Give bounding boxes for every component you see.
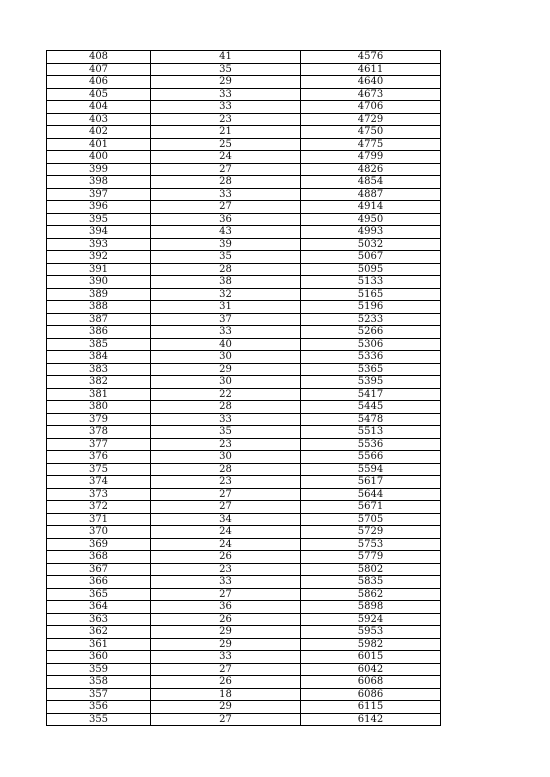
score-cell: 393 <box>47 238 151 251</box>
table-row <box>47 201 441 214</box>
table-row <box>47 501 441 514</box>
score-cell: 377 <box>47 438 151 451</box>
score-cell: 384 <box>47 351 151 364</box>
cumulative-cell: 5095 <box>301 263 441 276</box>
table-row <box>47 638 441 651</box>
count-cell: 27 <box>151 201 301 214</box>
score-cell: 406 <box>47 76 151 89</box>
table-row <box>47 263 441 276</box>
cumulative-cell: 6115 <box>301 701 441 714</box>
score-cell: 386 <box>47 326 151 339</box>
cumulative-cell: 4887 <box>301 188 441 201</box>
score-cell: 389 <box>47 288 151 301</box>
cumulative-cell: 5266 <box>301 326 441 339</box>
cumulative-cell: 5953 <box>301 626 441 639</box>
cumulative-cell: 4993 <box>301 226 441 239</box>
cumulative-cell: 5445 <box>301 401 441 414</box>
cumulative-cell: 5133 <box>301 276 441 289</box>
count-cell: 24 <box>151 538 301 551</box>
table-row <box>47 576 441 589</box>
table-row <box>47 101 441 114</box>
cumulative-cell: 4750 <box>301 126 441 139</box>
score-cell: 404 <box>47 101 151 114</box>
table-row <box>47 713 441 726</box>
score-cell: 397 <box>47 188 151 201</box>
table-row <box>47 288 441 301</box>
score-cell: 401 <box>47 138 151 151</box>
score-cell: 390 <box>47 276 151 289</box>
score-cell: 366 <box>47 576 151 589</box>
cumulative-cell: 5566 <box>301 451 441 464</box>
cumulative-cell: 5753 <box>301 538 441 551</box>
table-row <box>47 313 441 326</box>
table-row <box>47 701 441 714</box>
cumulative-cell: 6086 <box>301 688 441 701</box>
cumulative-cell: 4706 <box>301 101 441 114</box>
table-row <box>47 413 441 426</box>
count-cell: 26 <box>151 613 301 626</box>
count-cell: 28 <box>151 176 301 189</box>
count-cell: 35 <box>151 63 301 76</box>
score-cell: 379 <box>47 413 151 426</box>
cumulative-cell: 5513 <box>301 426 441 439</box>
table-row <box>47 113 441 126</box>
count-cell: 30 <box>151 351 301 364</box>
score-cell: 396 <box>47 201 151 214</box>
count-cell: 27 <box>151 163 301 176</box>
score-cell: 403 <box>47 113 151 126</box>
table-row <box>47 151 441 164</box>
count-cell: 31 <box>151 301 301 314</box>
score-cell: 360 <box>47 651 151 664</box>
count-cell: 33 <box>151 88 301 101</box>
score-cell: 398 <box>47 176 151 189</box>
cumulative-cell: 5982 <box>301 638 441 651</box>
score-cell: 383 <box>47 363 151 376</box>
score-cell: 385 <box>47 338 151 351</box>
score-cell: 372 <box>47 501 151 514</box>
count-cell: 28 <box>151 263 301 276</box>
count-cell: 30 <box>151 376 301 389</box>
count-cell: 32 <box>151 288 301 301</box>
score-cell: 392 <box>47 251 151 264</box>
count-cell: 29 <box>151 363 301 376</box>
cumulative-cell: 5835 <box>301 576 441 589</box>
table-row <box>47 213 441 226</box>
count-cell: 36 <box>151 601 301 614</box>
score-cell: 358 <box>47 676 151 689</box>
count-cell: 26 <box>151 676 301 689</box>
table-row <box>47 163 441 176</box>
score-cell: 380 <box>47 401 151 414</box>
cumulative-cell: 5233 <box>301 313 441 326</box>
score-cell: 370 <box>47 526 151 539</box>
table-row <box>47 476 441 489</box>
score-cell: 356 <box>47 701 151 714</box>
count-cell: 18 <box>151 688 301 701</box>
score-cell: 407 <box>47 63 151 76</box>
table-row <box>47 488 441 501</box>
table-row <box>47 351 441 364</box>
table-row <box>47 326 441 339</box>
table-row <box>47 138 441 151</box>
score-cell: 365 <box>47 588 151 601</box>
count-cell: 27 <box>151 713 301 726</box>
score-cell: 373 <box>47 488 151 501</box>
cumulative-cell: 6068 <box>301 676 441 689</box>
table-row <box>47 688 441 701</box>
cumulative-cell: 5165 <box>301 288 441 301</box>
table-row <box>47 513 441 526</box>
cumulative-cell: 4914 <box>301 201 441 214</box>
table-row <box>47 63 441 76</box>
count-cell: 33 <box>151 326 301 339</box>
cumulative-cell: 5802 <box>301 563 441 576</box>
score-cell: 376 <box>47 451 151 464</box>
table-row <box>47 376 441 389</box>
score-cell: 367 <box>47 563 151 576</box>
cumulative-cell: 5196 <box>301 301 441 314</box>
score-cell: 363 <box>47 613 151 626</box>
table-row <box>47 426 441 439</box>
count-cell: 33 <box>151 413 301 426</box>
score-cell: 357 <box>47 688 151 701</box>
cumulative-cell: 6015 <box>301 651 441 664</box>
score-distribution-table <box>46 50 441 726</box>
score-cell: 371 <box>47 513 151 526</box>
count-cell: 33 <box>151 651 301 664</box>
table-row <box>47 226 441 239</box>
count-cell: 35 <box>151 426 301 439</box>
count-cell: 28 <box>151 401 301 414</box>
score-cell: 387 <box>47 313 151 326</box>
table-row <box>47 626 441 639</box>
table-row <box>47 613 441 626</box>
count-cell: 24 <box>151 526 301 539</box>
count-cell: 27 <box>151 501 301 514</box>
cumulative-cell: 5671 <box>301 501 441 514</box>
score-cell: 368 <box>47 551 151 564</box>
score-cell: 378 <box>47 426 151 439</box>
table-row <box>47 188 441 201</box>
count-cell: 38 <box>151 276 301 289</box>
cumulative-cell: 5365 <box>301 363 441 376</box>
count-cell: 23 <box>151 438 301 451</box>
table-row <box>47 276 441 289</box>
cumulative-cell: 5924 <box>301 613 441 626</box>
cumulative-cell: 5417 <box>301 388 441 401</box>
count-cell: 33 <box>151 101 301 114</box>
cumulative-cell: 5729 <box>301 526 441 539</box>
count-cell: 35 <box>151 251 301 264</box>
table-row <box>47 76 441 89</box>
cumulative-cell: 5644 <box>301 488 441 501</box>
count-cell: 23 <box>151 113 301 126</box>
table-row <box>47 126 441 139</box>
cumulative-cell: 4854 <box>301 176 441 189</box>
cumulative-cell: 6142 <box>301 713 441 726</box>
score-cell: 374 <box>47 476 151 489</box>
score-cell: 369 <box>47 538 151 551</box>
table-row <box>47 676 441 689</box>
table-row <box>47 238 441 251</box>
cumulative-cell: 5536 <box>301 438 441 451</box>
count-cell: 26 <box>151 551 301 564</box>
cumulative-cell: 5478 <box>301 413 441 426</box>
cumulative-cell: 4775 <box>301 138 441 151</box>
cumulative-cell: 4729 <box>301 113 441 126</box>
table-body <box>47 51 441 726</box>
count-cell: 34 <box>151 513 301 526</box>
table-row <box>47 301 441 314</box>
count-cell: 43 <box>151 226 301 239</box>
score-cell: 408 <box>47 51 151 64</box>
cumulative-cell: 5898 <box>301 601 441 614</box>
count-cell: 25 <box>151 138 301 151</box>
score-cell: 381 <box>47 388 151 401</box>
table-row <box>47 363 441 376</box>
count-cell: 24 <box>151 151 301 164</box>
count-cell: 29 <box>151 76 301 89</box>
cumulative-cell: 5336 <box>301 351 441 364</box>
table-row <box>47 463 441 476</box>
table-row <box>47 451 441 464</box>
cumulative-cell: 5032 <box>301 238 441 251</box>
count-cell: 27 <box>151 588 301 601</box>
table-row <box>47 651 441 664</box>
table-row <box>47 526 441 539</box>
cumulative-cell: 4611 <box>301 63 441 76</box>
score-cell: 361 <box>47 638 151 651</box>
table-row <box>47 588 441 601</box>
score-cell: 359 <box>47 663 151 676</box>
count-cell: 28 <box>151 463 301 476</box>
cumulative-cell: 5594 <box>301 463 441 476</box>
count-cell: 36 <box>151 213 301 226</box>
table-row <box>47 601 441 614</box>
table-row <box>47 401 441 414</box>
score-cell: 395 <box>47 213 151 226</box>
table-row <box>47 538 441 551</box>
score-cell: 355 <box>47 713 151 726</box>
count-cell: 41 <box>151 51 301 64</box>
cumulative-cell: 4950 <box>301 213 441 226</box>
count-cell: 30 <box>151 451 301 464</box>
cumulative-cell: 5617 <box>301 476 441 489</box>
count-cell: 33 <box>151 188 301 201</box>
count-cell: 29 <box>151 626 301 639</box>
score-cell: 405 <box>47 88 151 101</box>
cumulative-cell: 5705 <box>301 513 441 526</box>
table-row <box>47 438 441 451</box>
table-row <box>47 176 441 189</box>
cumulative-cell: 5779 <box>301 551 441 564</box>
count-cell: 33 <box>151 576 301 589</box>
count-cell: 27 <box>151 663 301 676</box>
count-cell: 40 <box>151 338 301 351</box>
table-row <box>47 88 441 101</box>
count-cell: 21 <box>151 126 301 139</box>
count-cell: 29 <box>151 638 301 651</box>
score-cell: 391 <box>47 263 151 276</box>
score-cell: 388 <box>47 301 151 314</box>
count-cell: 39 <box>151 238 301 251</box>
count-cell: 29 <box>151 701 301 714</box>
table-row <box>47 51 441 64</box>
table-row <box>47 388 441 401</box>
cumulative-cell: 5395 <box>301 376 441 389</box>
score-cell: 364 <box>47 601 151 614</box>
score-cell: 402 <box>47 126 151 139</box>
cumulative-cell: 5862 <box>301 588 441 601</box>
table-row <box>47 551 441 564</box>
score-cell: 399 <box>47 163 151 176</box>
count-cell: 27 <box>151 488 301 501</box>
table-row <box>47 563 441 576</box>
cumulative-cell: 4799 <box>301 151 441 164</box>
table-row <box>47 663 441 676</box>
cumulative-cell: 4826 <box>301 163 441 176</box>
count-cell: 37 <box>151 313 301 326</box>
score-cell: 394 <box>47 226 151 239</box>
count-cell: 23 <box>151 563 301 576</box>
cumulative-cell: 4673 <box>301 88 441 101</box>
score-cell: 400 <box>47 151 151 164</box>
cumulative-cell: 5067 <box>301 251 441 264</box>
count-cell: 22 <box>151 388 301 401</box>
cumulative-cell: 4576 <box>301 51 441 64</box>
table-row <box>47 251 441 264</box>
score-cell: 382 <box>47 376 151 389</box>
score-cell: 362 <box>47 626 151 639</box>
table-row <box>47 338 441 351</box>
cumulative-cell: 5306 <box>301 338 441 351</box>
count-cell: 23 <box>151 476 301 489</box>
score-cell: 375 <box>47 463 151 476</box>
cumulative-cell: 6042 <box>301 663 441 676</box>
cumulative-cell: 4640 <box>301 76 441 89</box>
